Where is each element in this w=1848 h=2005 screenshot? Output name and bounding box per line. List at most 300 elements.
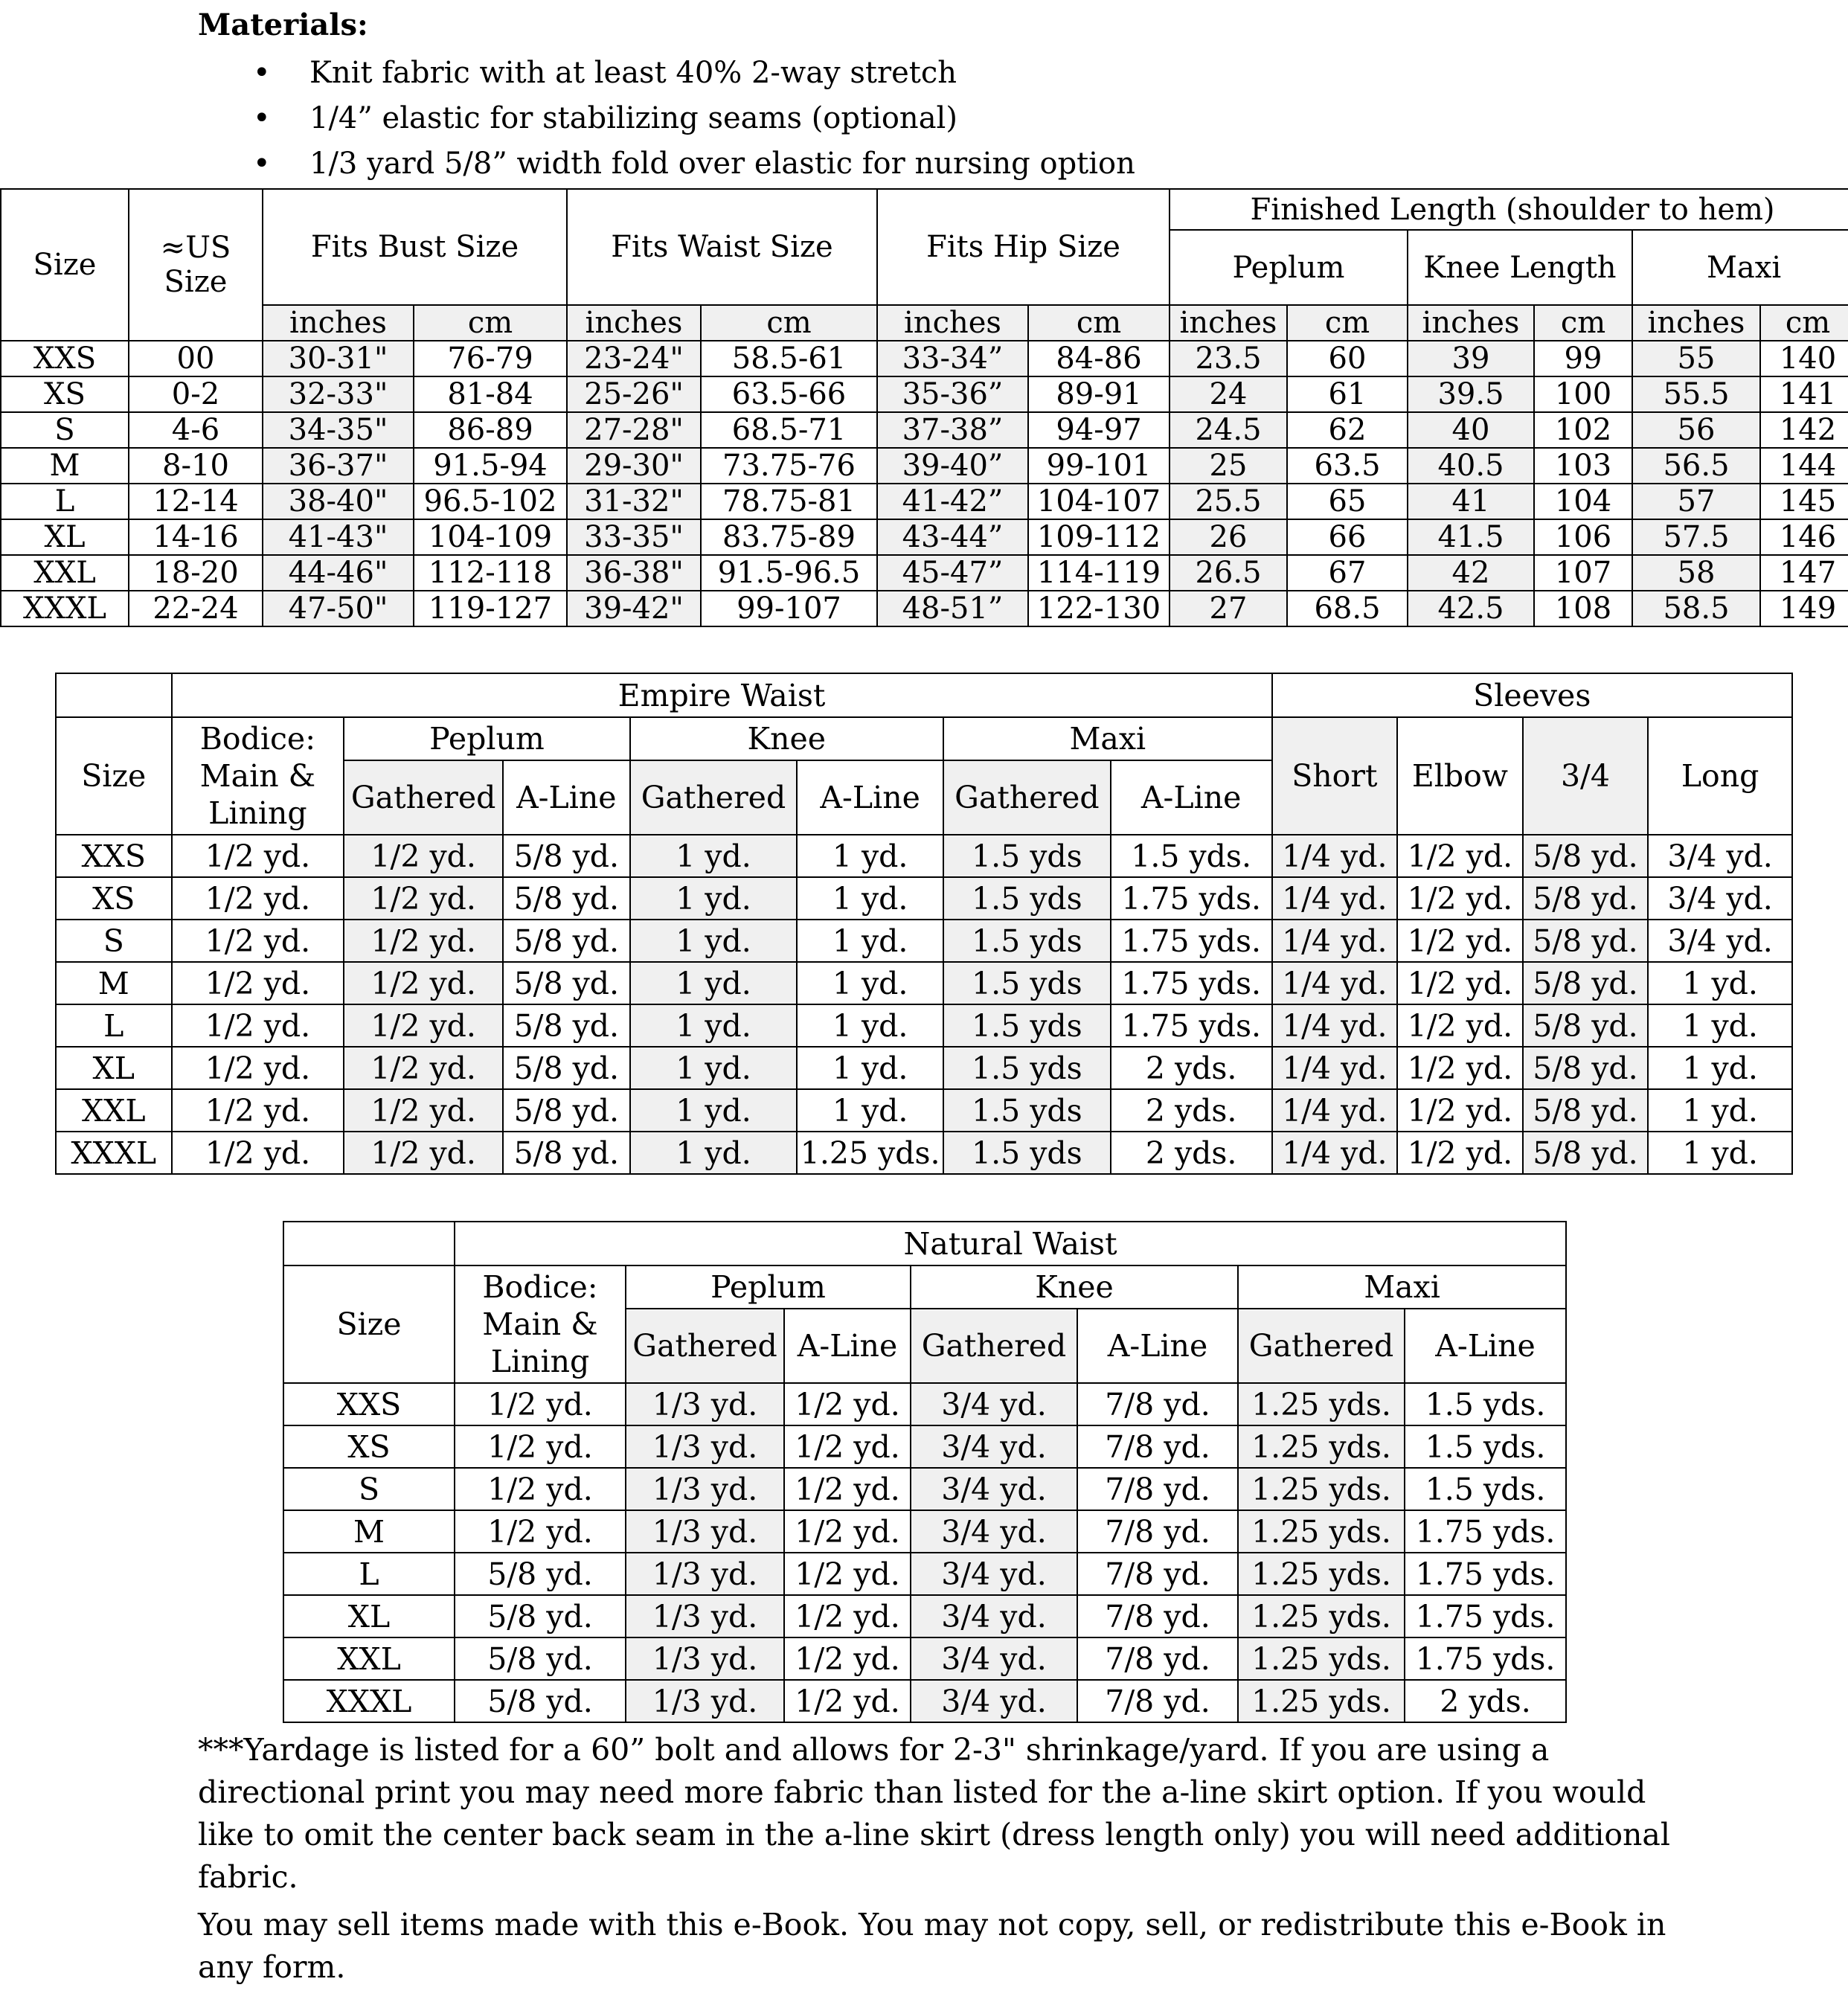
- natural-waist-header: Natural Waist: [455, 1222, 1566, 1265]
- table-cell: 7/8 yd.: [1077, 1553, 1238, 1595]
- size-chart-row: [1, 591, 1848, 626]
- table-cell: 3/4 yd.: [911, 1595, 1077, 1637]
- table-cell: 108: [1534, 591, 1632, 626]
- table-cell: 1/2 yd.: [344, 877, 503, 920]
- table-cell: 1/2 yd.: [784, 1468, 911, 1510]
- table-cell: 1/2 yd.: [1397, 835, 1523, 877]
- table-cell: 23.5: [1170, 341, 1287, 376]
- table-cell: 1/2 yd.: [344, 962, 503, 1004]
- table-cell: 1 yd.: [1648, 1132, 1792, 1174]
- sleeves-header: Sleeves: [1272, 673, 1792, 717]
- table-cell: 1.5 yds: [943, 1089, 1111, 1132]
- table-cell: 1/4 yd.: [1272, 1047, 1398, 1089]
- table-cell: 1 yd.: [630, 877, 798, 920]
- knee-length-header: Knee Length: [1408, 230, 1632, 305]
- size-chart-row: [1, 555, 1848, 591]
- table-cell: 1/2 yd.: [344, 835, 503, 877]
- unit-header-cm: cm: [1287, 305, 1408, 341]
- table-cell: 4-6: [129, 412, 263, 448]
- table-cell: 1 yd.: [630, 962, 798, 1004]
- table-cell: 91.5-94: [414, 448, 567, 484]
- table-cell: 44-46": [263, 555, 414, 591]
- empire-peplum-aline-header: A-Line: [503, 760, 630, 835]
- table-cell: 1 yd.: [1648, 1004, 1792, 1047]
- unit-header-cm: cm: [1028, 305, 1170, 341]
- table-cell: 7/8 yd.: [1077, 1595, 1238, 1637]
- table-cell: 26.5: [1170, 555, 1287, 591]
- table-cell: 1/2 yd.: [1397, 877, 1523, 920]
- table-cell: 1 yd.: [797, 920, 943, 962]
- table-cell: 1/2 yd.: [455, 1468, 626, 1510]
- table-cell: 5/8 yd.: [503, 835, 630, 877]
- empire-waist-row: [56, 1132, 1792, 1174]
- empire-maxi-gathered-header: Gathered: [943, 760, 1111, 835]
- table-cell: 58.5-61: [701, 341, 877, 376]
- materials-item: • Knit fabric with at least 40% 2-way stretch: [253, 51, 1135, 96]
- table-cell: 2 yds.: [1111, 1047, 1272, 1089]
- table-cell: 1/2 yd.: [784, 1510, 911, 1553]
- size-cell: XL: [56, 1047, 172, 1089]
- table-cell: 142: [1760, 412, 1848, 448]
- table-cell: 68.5: [1287, 591, 1408, 626]
- sleeve-elbow-header: Elbow: [1397, 717, 1523, 835]
- table-cell: 3/4 yd.: [1648, 920, 1792, 962]
- table-cell: 42: [1408, 555, 1534, 591]
- table-cell: 1 yd.: [797, 1004, 943, 1047]
- table-cell: 39-40”: [877, 448, 1028, 484]
- table-cell: 3/4 yd.: [911, 1510, 1077, 1553]
- table-cell: 99-107: [701, 591, 877, 626]
- natural-waist-table: [283, 1221, 1567, 1723]
- table-cell: 1.25 yds.: [1238, 1553, 1405, 1595]
- materials-heading: Materials:: [198, 7, 368, 42]
- table-cell: 38-40": [263, 484, 414, 519]
- table-cell: 5/8 yd.: [1523, 1047, 1649, 1089]
- table-cell: 33-35": [567, 519, 701, 555]
- table-cell: 1/2 yd.: [455, 1510, 626, 1553]
- empire-waist-row: [56, 920, 1792, 962]
- table-cell: 1/2 yd.: [1397, 962, 1523, 1004]
- size-chart-table: [0, 188, 1848, 627]
- table-cell: 58: [1632, 555, 1760, 591]
- empire-waist-body: [56, 835, 1792, 1174]
- table-cell: 42.5: [1408, 591, 1534, 626]
- waist-header: Fits Waist Size: [567, 189, 877, 305]
- table-cell: 30-31": [263, 341, 414, 376]
- table-cell: 5/8 yd.: [1523, 962, 1649, 1004]
- size-cell: XS: [283, 1425, 455, 1468]
- table-cell: 1.25 yds.: [797, 1132, 943, 1174]
- empire-maxi-header: Maxi: [943, 717, 1272, 760]
- table-cell: 1/2 yd.: [784, 1680, 911, 1722]
- table-cell: 104-109: [414, 519, 567, 555]
- table-cell: 1/3 yd.: [626, 1425, 784, 1468]
- table-cell: 14-16: [129, 519, 263, 555]
- table-cell: 104-107: [1028, 484, 1170, 519]
- table-cell: 7/8 yd.: [1077, 1383, 1238, 1425]
- table-cell: 112-118: [414, 555, 567, 591]
- table-cell: 43-44”: [877, 519, 1028, 555]
- table-cell: 1.25 yds.: [1238, 1637, 1405, 1680]
- table-cell: 40: [1408, 412, 1534, 448]
- size-cell: XXXL: [56, 1132, 172, 1174]
- natural-knee-gathered-header: Gathered: [911, 1309, 1077, 1383]
- table-cell: 5/8 yd.: [503, 1004, 630, 1047]
- table-cell: 18-20: [129, 555, 263, 591]
- table-cell: 1/2 yd.: [344, 1004, 503, 1047]
- finished-length-header: Finished Length (shoulder to hem): [1170, 189, 1848, 230]
- table-cell: 1/3 yd.: [626, 1383, 784, 1425]
- table-cell: 1/2 yd.: [784, 1595, 911, 1637]
- unit-header-inches: inches: [1632, 305, 1760, 341]
- size-cell: S: [56, 920, 172, 962]
- size-cell: XXS: [1, 341, 129, 376]
- table-cell: 39.5: [1408, 376, 1534, 412]
- table-cell: 1.75 yds.: [1111, 877, 1272, 920]
- table-cell: 3/4 yd.: [911, 1425, 1077, 1468]
- unit-header-cm: cm: [1534, 305, 1632, 341]
- size-cell: M: [1, 448, 129, 484]
- table-cell: 1/2 yd.: [172, 835, 344, 877]
- table-cell: 1/3 yd.: [626, 1553, 784, 1595]
- table-cell: 0-2: [129, 376, 263, 412]
- table-cell: 109-112: [1028, 519, 1170, 555]
- table-cell: 5/8 yd.: [1523, 1089, 1649, 1132]
- table-cell: 1.75 yds.: [1405, 1553, 1566, 1595]
- table-cell: 1/2 yd.: [172, 1132, 344, 1174]
- unit-header-cm: cm: [701, 305, 877, 341]
- table-cell: 1.25 yds.: [1238, 1595, 1405, 1637]
- table-cell: 62: [1287, 412, 1408, 448]
- table-cell: 1 yd.: [797, 877, 943, 920]
- table-cell: 5/8 yd.: [455, 1680, 626, 1722]
- table-cell: 41.5: [1408, 519, 1534, 555]
- table-cell: 147: [1760, 555, 1848, 591]
- table-cell: 76-79: [414, 341, 567, 376]
- table-cell: 56: [1632, 412, 1760, 448]
- natural-knee-header: Knee: [911, 1265, 1238, 1309]
- table-cell: 5/8 yd.: [503, 1132, 630, 1174]
- table-cell: 81-84: [414, 376, 567, 412]
- empire-waist-table: [55, 673, 1793, 1175]
- size-cell: M: [283, 1510, 455, 1553]
- table-cell: 1 yd.: [1648, 962, 1792, 1004]
- size-cell: M: [56, 962, 172, 1004]
- table-cell: 1/2 yd.: [455, 1383, 626, 1425]
- sleeve-short-header: Short: [1272, 717, 1398, 835]
- natural-waist-row: [283, 1595, 1566, 1637]
- table-cell: 102: [1534, 412, 1632, 448]
- table-cell: 24.5: [1170, 412, 1287, 448]
- table-cell: 1 yd.: [630, 920, 798, 962]
- table-cell: 1/2 yd.: [455, 1425, 626, 1468]
- size-cell: XS: [56, 877, 172, 920]
- table-cell: 41-43": [263, 519, 414, 555]
- unit-header-inches: inches: [263, 305, 414, 341]
- table-cell: 66: [1287, 519, 1408, 555]
- table-cell: 29-30": [567, 448, 701, 484]
- table-cell: 5/8 yd.: [503, 962, 630, 1004]
- natural-waist-row: [283, 1553, 1566, 1595]
- table-cell: 1.75 yds.: [1405, 1595, 1566, 1637]
- table-cell: 1.25 yds.: [1238, 1425, 1405, 1468]
- table-cell: 144: [1760, 448, 1848, 484]
- table-cell: 3/4 yd.: [911, 1637, 1077, 1680]
- table-cell: 1.5 yds.: [1405, 1468, 1566, 1510]
- table-cell: 84-86: [1028, 341, 1170, 376]
- table-cell: 1 yd.: [630, 1132, 798, 1174]
- unit-header-inches: inches: [1170, 305, 1287, 341]
- unit-header-inches: inches: [567, 305, 701, 341]
- unit-header-inches: inches: [1408, 305, 1534, 341]
- table-cell: 7/8 yd.: [1077, 1468, 1238, 1510]
- table-cell: 1/4 yd.: [1272, 920, 1398, 962]
- table-cell: 100: [1534, 376, 1632, 412]
- table-cell: 1/3 yd.: [626, 1510, 784, 1553]
- table-cell: 3/4 yd.: [911, 1383, 1077, 1425]
- table-cell: 3/4 yd.: [911, 1553, 1077, 1595]
- table-cell: 146: [1760, 519, 1848, 555]
- size-cell: XXL: [1, 555, 129, 591]
- table-cell: 58.5: [1632, 591, 1760, 626]
- table-cell: 39: [1408, 341, 1534, 376]
- natural-waist-row: [283, 1637, 1566, 1680]
- table-cell: 1/2 yd.: [1397, 1132, 1523, 1174]
- table-cell: 36-38": [567, 555, 701, 591]
- table-cell: 86-89: [414, 412, 567, 448]
- table-cell: 1 yd.: [797, 835, 943, 877]
- table-cell: 1.5 yds.: [1405, 1425, 1566, 1468]
- empire-maxi-aline-header: A-Line: [1111, 760, 1272, 835]
- table-cell: 3/4 yd.: [1648, 835, 1792, 877]
- table-cell: 99-101: [1028, 448, 1170, 484]
- size-cell: L: [1, 484, 129, 519]
- table-cell: 1/2 yd.: [1397, 920, 1523, 962]
- natural-size-header: Size: [283, 1265, 455, 1383]
- table-cell: 1/2 yd.: [172, 1047, 344, 1089]
- table-cell: 106: [1534, 519, 1632, 555]
- size-cell: XXXL: [283, 1680, 455, 1722]
- table-cell: 41-42”: [877, 484, 1028, 519]
- table-cell: 1/2 yd.: [784, 1553, 911, 1595]
- table-cell: 55: [1632, 341, 1760, 376]
- table-cell: 5/8 yd.: [503, 920, 630, 962]
- table-cell: 27-28": [567, 412, 701, 448]
- natural-waist-row: [283, 1510, 1566, 1553]
- table-cell: 40.5: [1408, 448, 1534, 484]
- table-cell: 32-33": [263, 376, 414, 412]
- table-cell: 41: [1408, 484, 1534, 519]
- table-cell: 1/4 yd.: [1272, 962, 1398, 1004]
- empire-waist-row: [56, 835, 1792, 877]
- table-cell: 7/8 yd.: [1077, 1637, 1238, 1680]
- table-cell: 1.25 yds.: [1238, 1468, 1405, 1510]
- empire-waist-header: Empire Waist: [172, 673, 1272, 717]
- unit-header-inches: inches: [877, 305, 1028, 341]
- table-cell: 1 yd.: [797, 962, 943, 1004]
- table-cell: 1/3 yd.: [626, 1468, 784, 1510]
- table-cell: 1/2 yd.: [344, 1089, 503, 1132]
- table-cell: 1.5 yds.: [1405, 1383, 1566, 1425]
- empire-bodice-header: Bodice: Main & Lining: [172, 717, 344, 835]
- size-cell: XXXL: [1, 591, 129, 626]
- table-cell: 5/8 yd.: [503, 1047, 630, 1089]
- sleeve-three-quarter-header: 3/4: [1523, 717, 1649, 835]
- table-cell: 61: [1287, 376, 1408, 412]
- table-cell: 1 yd.: [630, 1089, 798, 1132]
- table-cell: 1/2 yd.: [172, 877, 344, 920]
- empire-peplum-header: Peplum: [344, 717, 629, 760]
- table-cell: 22-24: [129, 591, 263, 626]
- natural-corner-cell: [283, 1222, 455, 1265]
- size-cell: XXS: [56, 835, 172, 877]
- empire-waist-row: [56, 962, 1792, 1004]
- materials-item: • 1/3 yard 5/8” width fold over elastic for nursing option: [253, 141, 1135, 187]
- table-cell: 1/2 yd.: [344, 1132, 503, 1174]
- table-cell: 91.5-96.5: [701, 555, 877, 591]
- materials-list: [253, 51, 1135, 187]
- table-cell: 1.5 yds: [943, 877, 1111, 920]
- table-cell: 1/2 yd.: [784, 1383, 911, 1425]
- table-cell: 57: [1632, 484, 1760, 519]
- size-cell: S: [1, 412, 129, 448]
- empire-corner-cell: [56, 673, 172, 717]
- table-cell: 145: [1760, 484, 1848, 519]
- table-cell: 63.5: [1287, 448, 1408, 484]
- natural-peplum-aline-header: A-Line: [784, 1309, 911, 1383]
- table-cell: 1.75 yds.: [1111, 962, 1272, 1004]
- table-cell: 5/8 yd.: [1523, 835, 1649, 877]
- size-cell: S: [283, 1468, 455, 1510]
- table-cell: 7/8 yd.: [1077, 1510, 1238, 1553]
- table-cell: 48-51”: [877, 591, 1028, 626]
- natural-bodice-header: Bodice: Main & Lining: [455, 1265, 626, 1383]
- natural-peplum-gathered-header: Gathered: [626, 1309, 784, 1383]
- table-cell: 47-50": [263, 591, 414, 626]
- table-cell: 55.5: [1632, 376, 1760, 412]
- table-cell: 26: [1170, 519, 1287, 555]
- size-chart-row: [1, 376, 1848, 412]
- table-cell: 68.5-71: [701, 412, 877, 448]
- table-cell: 5/8 yd.: [503, 877, 630, 920]
- size-chart-body: [1, 341, 1848, 626]
- table-cell: 5/8 yd.: [1523, 920, 1649, 962]
- size-cell: XS: [1, 376, 129, 412]
- table-cell: 25: [1170, 448, 1287, 484]
- table-cell: 1/4 yd.: [1272, 1089, 1398, 1132]
- table-cell: 1/2 yd.: [1397, 1047, 1523, 1089]
- table-cell: 83.75-89: [701, 519, 877, 555]
- natural-waist-body: [283, 1383, 1566, 1722]
- empire-knee-gathered-header: Gathered: [630, 760, 798, 835]
- natural-maxi-aline-header: A-Line: [1405, 1309, 1566, 1383]
- table-cell: 1.5 yds: [943, 835, 1111, 877]
- table-cell: 1/4 yd.: [1272, 1132, 1398, 1174]
- table-cell: 1/2 yd.: [1397, 1089, 1523, 1132]
- table-cell: 33-34”: [877, 341, 1028, 376]
- table-cell: 1/4 yd.: [1272, 1004, 1398, 1047]
- natural-maxi-header: Maxi: [1238, 1265, 1566, 1309]
- table-cell: 67: [1287, 555, 1408, 591]
- empire-waist-row: [56, 1047, 1792, 1089]
- table-cell: 5/8 yd.: [1523, 1132, 1649, 1174]
- table-cell: 2 yds.: [1405, 1680, 1566, 1722]
- table-cell: 1/2 yd.: [344, 1047, 503, 1089]
- table-cell: 1.5 yds.: [1111, 835, 1272, 877]
- natural-peplum-header: Peplum: [626, 1265, 911, 1309]
- materials-item: • 1/4” elastic for stabilizing seams (optional): [253, 96, 1135, 141]
- table-cell: 7/8 yd.: [1077, 1680, 1238, 1722]
- unit-header-cm: cm: [414, 305, 567, 341]
- table-cell: 5/8 yd.: [1523, 877, 1649, 920]
- size-cell: L: [283, 1553, 455, 1595]
- table-cell: 5/8 yd.: [455, 1595, 626, 1637]
- table-cell: 73.75-76: [701, 448, 877, 484]
- empire-size-header: Size: [56, 717, 172, 835]
- empire-waist-row: [56, 1004, 1792, 1047]
- table-cell: 1 yd.: [1648, 1047, 1792, 1089]
- table-cell: 104: [1534, 484, 1632, 519]
- table-cell: 56.5: [1632, 448, 1760, 484]
- natural-knee-aline-header: A-Line: [1077, 1309, 1238, 1383]
- size-cell: XXS: [283, 1383, 455, 1425]
- table-cell: 1/2 yd.: [1397, 1004, 1523, 1047]
- table-cell: 25-26": [567, 376, 701, 412]
- size-cell: XL: [283, 1595, 455, 1637]
- size-cell: L: [56, 1004, 172, 1047]
- natural-waist-row: [283, 1680, 1566, 1722]
- table-cell: 141: [1760, 376, 1848, 412]
- table-cell: 27: [1170, 591, 1287, 626]
- empire-waist-row: [56, 1089, 1792, 1132]
- table-cell: 1 yd.: [797, 1047, 943, 1089]
- table-cell: 23-24": [567, 341, 701, 376]
- table-cell: 3/4 yd.: [911, 1680, 1077, 1722]
- table-cell: 3/4 yd.: [911, 1468, 1077, 1510]
- table-cell: 1/2 yd.: [172, 962, 344, 1004]
- natural-maxi-gathered-header: Gathered: [1238, 1309, 1405, 1383]
- empire-peplum-gathered-header: Gathered: [344, 760, 503, 835]
- table-cell: 37-38”: [877, 412, 1028, 448]
- table-cell: 2 yds.: [1111, 1089, 1272, 1132]
- copyright-note: You may sell items made with this e-Book. You may not copy, sell, or redistribute this e-Book in any form.: [198, 1907, 1666, 1985]
- size-cell: XXL: [283, 1637, 455, 1680]
- table-cell: 35-36”: [877, 376, 1028, 412]
- table-cell: 1.5 yds: [943, 962, 1111, 1004]
- table-cell: 103: [1534, 448, 1632, 484]
- table-cell: 1 yd.: [797, 1089, 943, 1132]
- table-cell: 94-97: [1028, 412, 1170, 448]
- table-cell: 36-37": [263, 448, 414, 484]
- size-cell: XL: [1, 519, 129, 555]
- bust-header: Fits Bust Size: [263, 189, 567, 305]
- table-cell: 107: [1534, 555, 1632, 591]
- table-cell: 1/2 yd.: [344, 920, 503, 962]
- table-cell: 140: [1760, 341, 1848, 376]
- table-cell: 1.5 yds: [943, 1132, 1111, 1174]
- table-cell: 78.75-81: [701, 484, 877, 519]
- table-cell: 1.5 yds: [943, 1004, 1111, 1047]
- table-cell: 1/2 yd.: [784, 1425, 911, 1468]
- empire-waist-row: [56, 877, 1792, 920]
- size-header: Size: [1, 189, 129, 341]
- table-cell: 114-119: [1028, 555, 1170, 591]
- unit-header-cm: cm: [1760, 305, 1848, 341]
- table-cell: 2 yds.: [1111, 1132, 1272, 1174]
- table-cell: 1/4 yd.: [1272, 877, 1398, 920]
- table-cell: 96.5-102: [414, 484, 567, 519]
- table-cell: 1.75 yds.: [1405, 1637, 1566, 1680]
